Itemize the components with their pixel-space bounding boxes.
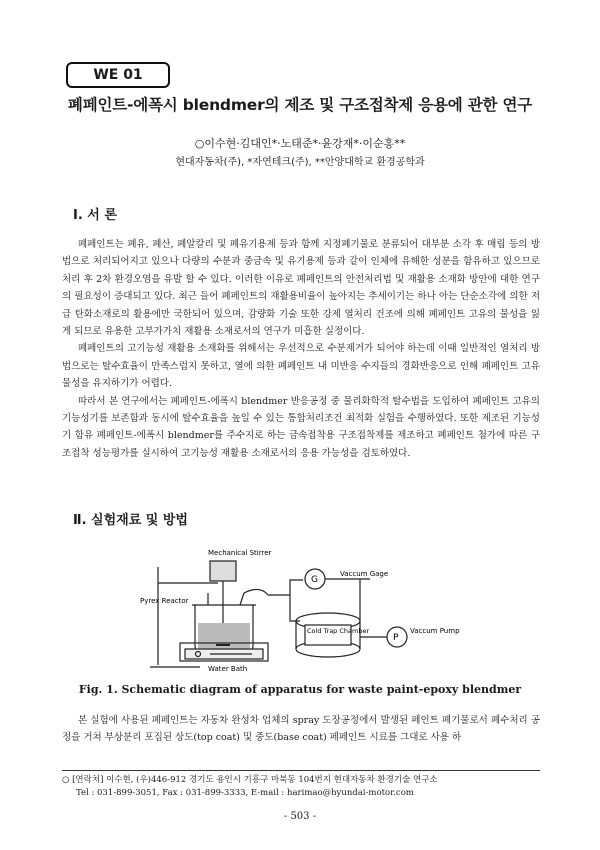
water-bath-label: Water Bath [208,665,248,673]
page-number: - 503 - [283,811,317,822]
paper-title: 폐페인트-에폭시 blendmer의 제조 및 구조접착제 응용에 관한 연구 [67,96,533,114]
footnote-contact-details: Tel : 031-899-3051, Fax : 031-899-3333, E-mail : harimao@hyundai-motor.com [76,788,414,798]
affiliation-line: 현대자동차(주), *자연테크(주), **안양대학교 환경공학과 [175,157,425,168]
footnote-contact: ○ [연락처] 이수현, (우)446-912 경기도 용인시 기흥구 마북동 104번지 현대자동차 환경기술 연구소 [62,775,438,785]
pump-p-label: P [393,633,399,643]
methods-paragraph: 본 실험에 사용된 폐페인트는 자동차 완성차 업체의 spray 도장공정에서 발생된 페인트 폐기물로서 폐수처리 공정을 거쳐 부상분리 포집된 상도(top coat) 및 중도(base coat) 페페인트 시료를 그대로 사용 하 [62,715,540,744]
paper-code-badge: WE 01 [66,62,170,88]
footnote-divider [62,770,540,771]
introduction-body [62,236,540,462]
reactor-label: Pyrex Reactor [140,597,189,605]
introduction-paragraph: 폐페인트의 고기능성 재활용 소재화를 위해서는 우선적으로 수분제거가 되어야 하는데 이때 일반적인 열처리 방법으로는 탈수효율이 만족스럽지 못하고, 열에 의한 폐페인트 내 미반응 수지들의 경화반응으로 인해 폐페인트 고유물성을 유지하기가 어렵다. [62,343,540,390]
section-heading-methods: Ⅱ. 실험재료 및 방법 [73,513,188,528]
cold-trap-label: Cold Trap Chamber [307,627,370,635]
section-heading-introduction: Ⅰ. 서 론 [73,208,117,223]
introduction-paragraph: 따라서 본 연구에서는 폐페인트-에폭시 blendmer 반응공정 중 물리화학적 탈수법을 도입하여 폐페인트 고유의 기능성기를 보존함과 동시에 탈수효율을 높일 수 있는 통합처리조건 최적화 실험을 수행하였다. 또한 제조된 기능성기 함유 폐페인트-에폭시 blendmer를 주수지로 하는 금속접착용 구조접착제를 제조하고 폐페인트 첨가에 따른 구조접착 성능평가를 실시하여 고기능성 재활용 소재로서의 응용 가능성을 검토하였다. [62,395,540,459]
stirrer-label: Mechanical Stirrer [208,549,272,557]
author-list: ○이수현·김대인*·노태준*·윤강재*·이순홍** [194,137,406,150]
figure-caption: Fig. 1. Schematic diagram of apparatus for waste paint-epoxy blendmer [78,683,522,696]
methods-body [62,712,540,747]
apparatus-schematic [140,545,470,675]
introduction-paragraph: 폐페인트는 폐유, 폐산, 폐알칼리 및 폐유기용제 등과 함께 지정폐기물로 분류되어 대부분 소각 후 매립 등의 방법으로 처리되어지고 있으나 다량의 수분과 중금속 및 유기용제 등과 같이 인체에 유해한 성분을 함유하고 있으므로 처리 후 2차 환경오염을 유발 할 수 있다. 이러한 이유로 폐페인트의 안전처리법 및 재활용 소재화 방안에 대한 연구의 필요성이 증대되고 있다. 최근 들어 폐페인트의 재활용비율이 높아지는 추세이기는 하나 아는 단순소각에 의한 저급 탄화소재로의 활용에만 국한되어 있으며, 감량화 기술 또한 강제 열처리 건조에 의해 폐페인트 고유의 물성을 잃게 되므로 유용한 고부가가치 재활용 소재로서의 연구가 미흡한 실정이다. [62,239,540,338]
vacuum-pump-label: Vaccum Pump [410,627,460,635]
vacuum-gage-label: Vaccum Gage [340,570,389,578]
gauge-g-label: G [311,575,318,585]
